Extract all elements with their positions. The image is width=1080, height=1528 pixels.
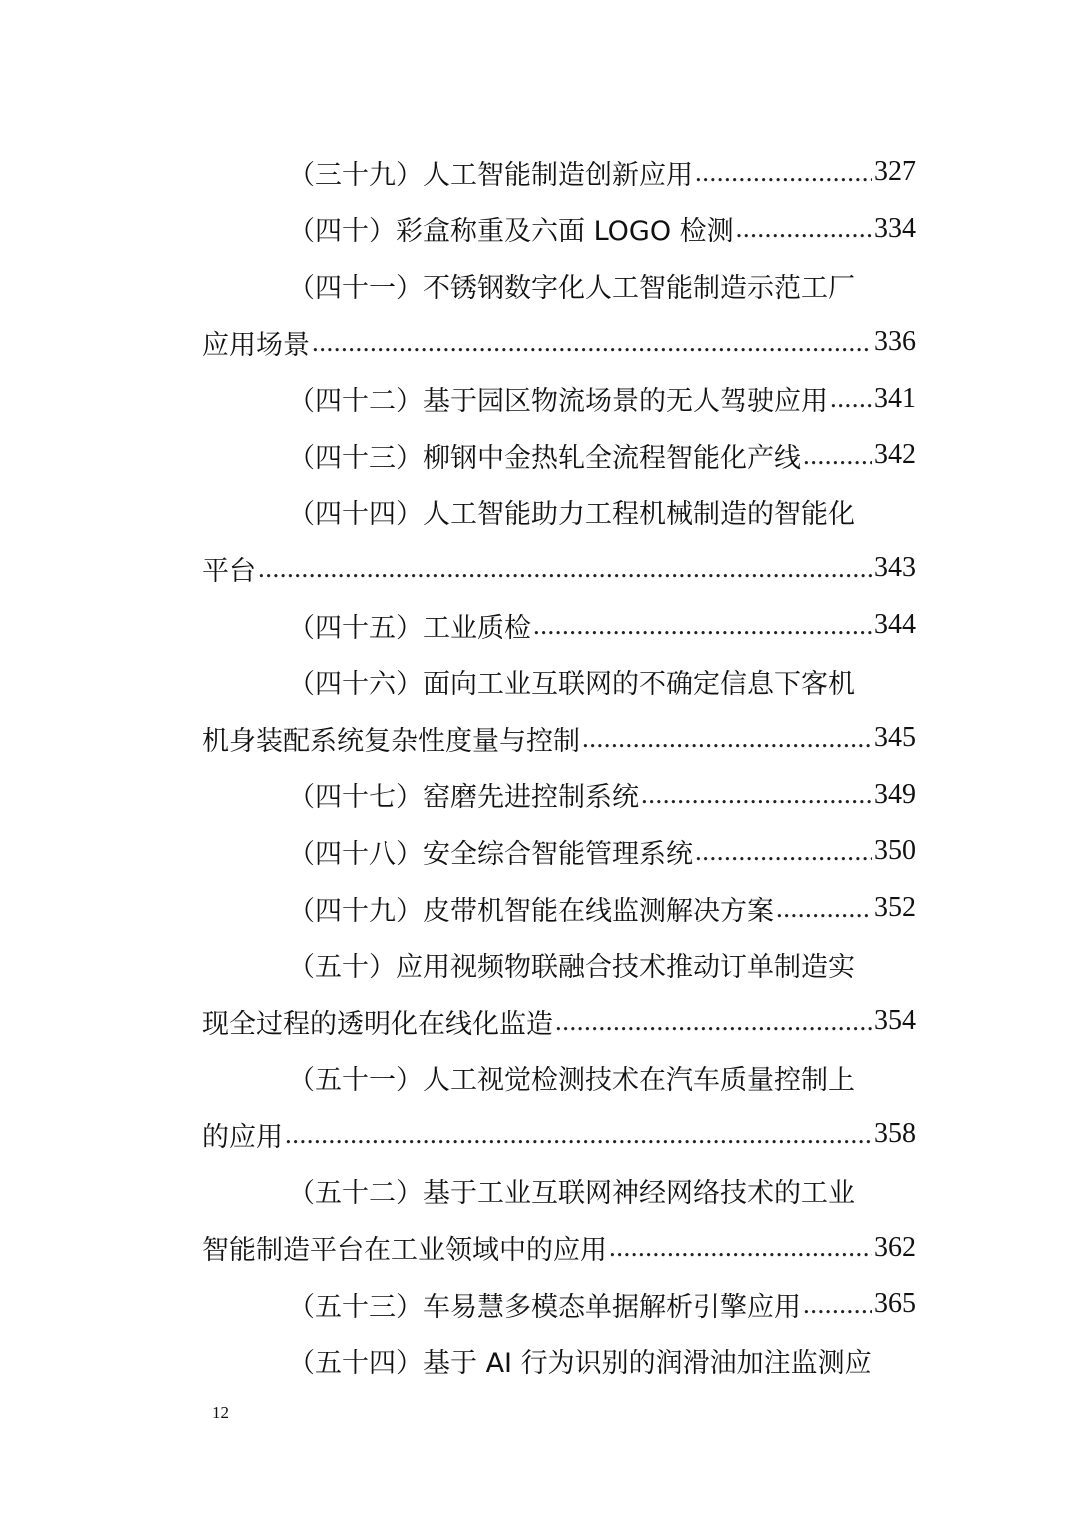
dot-leader <box>695 159 872 186</box>
toc-entry[interactable] <box>202 597 916 654</box>
toc-page-number: 352 <box>874 892 916 924</box>
toc-entry-title: （四十九）皮带机智能在线监测解决方案 <box>288 895 774 927</box>
toc-entry-continuation[interactable] <box>202 1106 916 1163</box>
toc-page-number: 336 <box>874 326 916 358</box>
toc-entry[interactable] <box>202 936 916 993</box>
dot-leader <box>695 838 872 865</box>
toc-entry-title: （五十四）基于 AI 行为识别的润滑油加注监测应 <box>288 1348 872 1380</box>
toc-entry[interactable] <box>202 1163 916 1220</box>
toc-entry-title: （四十一）不锈钢数字化人工智能制造示范工厂 <box>288 272 855 304</box>
toc-entry[interactable] <box>202 880 916 937</box>
toc-entry-title: 现全过程的透明化在线化监造 <box>202 1008 553 1040</box>
toc-page-number: 349 <box>874 778 916 810</box>
toc-entry[interactable] <box>202 823 916 880</box>
toc-entry-title: （五十二）基于工业互联网神经网络技术的工业 <box>288 1178 855 1210</box>
toc-entry-continuation[interactable] <box>202 1219 916 1276</box>
toc-page-number: 354 <box>874 1005 916 1037</box>
toc-page-number: 365 <box>874 1288 916 1320</box>
toc-page-number: 350 <box>874 835 916 867</box>
dot-leader <box>555 1008 872 1035</box>
dot-leader <box>582 725 872 752</box>
toc-page-number: 344 <box>874 609 916 641</box>
toc-page-number: 358 <box>874 1118 916 1150</box>
toc-entry[interactable] <box>202 1332 916 1389</box>
toc-entry-title: 应用场景 <box>202 329 310 361</box>
table-of-contents <box>202 144 916 1389</box>
dot-leader <box>533 612 872 639</box>
toc-entry[interactable] <box>202 201 916 258</box>
toc-entry-title: 智能制造平台在工业领域中的应用 <box>202 1235 607 1267</box>
toc-entry[interactable] <box>202 257 916 314</box>
toc-entry-continuation[interactable] <box>202 314 916 371</box>
dot-leader <box>776 895 872 922</box>
toc-entry-title: 平台 <box>202 555 256 587</box>
toc-page-number: 341 <box>874 382 916 414</box>
dot-leader <box>803 442 872 469</box>
dot-leader <box>312 329 872 356</box>
toc-entry-title: （四十二）基于园区物流场景的无人驾驶应用 <box>288 386 828 418</box>
toc-entry[interactable] <box>202 370 916 427</box>
toc-page-number: 343 <box>874 552 916 584</box>
toc-entry-title: （三十九）人工智能制造创新应用 <box>288 159 693 191</box>
dot-leader <box>803 1291 872 1318</box>
toc-entry-title: （四十六）面向工业互联网的不确定信息下客机 <box>288 669 855 701</box>
toc-entry[interactable] <box>202 484 916 541</box>
toc-entry-continuation[interactable] <box>202 540 916 597</box>
toc-entry-title: （四十三）柳钢中金热轧全流程智能化产线 <box>288 442 801 474</box>
toc-page-number: 334 <box>874 212 916 244</box>
page-number: 12 <box>212 1403 229 1422</box>
dot-leader <box>736 215 872 242</box>
toc-page-number: 362 <box>874 1231 916 1263</box>
dot-leader <box>609 1234 872 1261</box>
toc-page-number: 345 <box>874 722 916 754</box>
toc-entry-title: 机身装配系统复杂性度量与控制 <box>202 725 580 757</box>
toc-entry-title: （四十四）人工智能助力工程机械制造的智能化 <box>288 499 855 531</box>
dot-leader <box>258 555 872 582</box>
dot-leader <box>285 1121 872 1148</box>
dot-leader <box>830 385 872 412</box>
toc-entry[interactable] <box>202 427 916 484</box>
toc-entry-title: （四十五）工业质检 <box>288 612 531 644</box>
toc-entry-title: （五十三）车易慧多模态单据解析引擎应用 <box>288 1291 801 1323</box>
toc-entry-title: 的应用 <box>202 1121 283 1153</box>
toc-entry-title: （五十一）人工视觉检测技术在汽车质量控制上 <box>288 1065 855 1097</box>
toc-entry-title: （四十）彩盒称重及六面 LOGO 检测 <box>288 216 734 248</box>
toc-entry[interactable] <box>202 653 916 710</box>
toc-entry-title: （四十八）安全综合智能管理系统 <box>288 838 693 870</box>
toc-entry-title: （四十七）窑磨先进控制系统 <box>288 782 639 814</box>
toc-entry[interactable] <box>202 144 916 201</box>
toc-entry[interactable] <box>202 767 916 824</box>
toc-page-number: 342 <box>874 439 916 471</box>
toc-page-number: 327 <box>874 156 916 188</box>
toc-entry[interactable] <box>202 1276 916 1333</box>
toc-entry-continuation[interactable] <box>202 710 916 767</box>
toc-entry[interactable] <box>202 1050 916 1107</box>
toc-entry-title: （五十）应用视频物联融合技术推动订单制造实 <box>288 952 855 984</box>
dot-leader <box>641 781 872 808</box>
toc-entry-continuation[interactable] <box>202 993 916 1050</box>
